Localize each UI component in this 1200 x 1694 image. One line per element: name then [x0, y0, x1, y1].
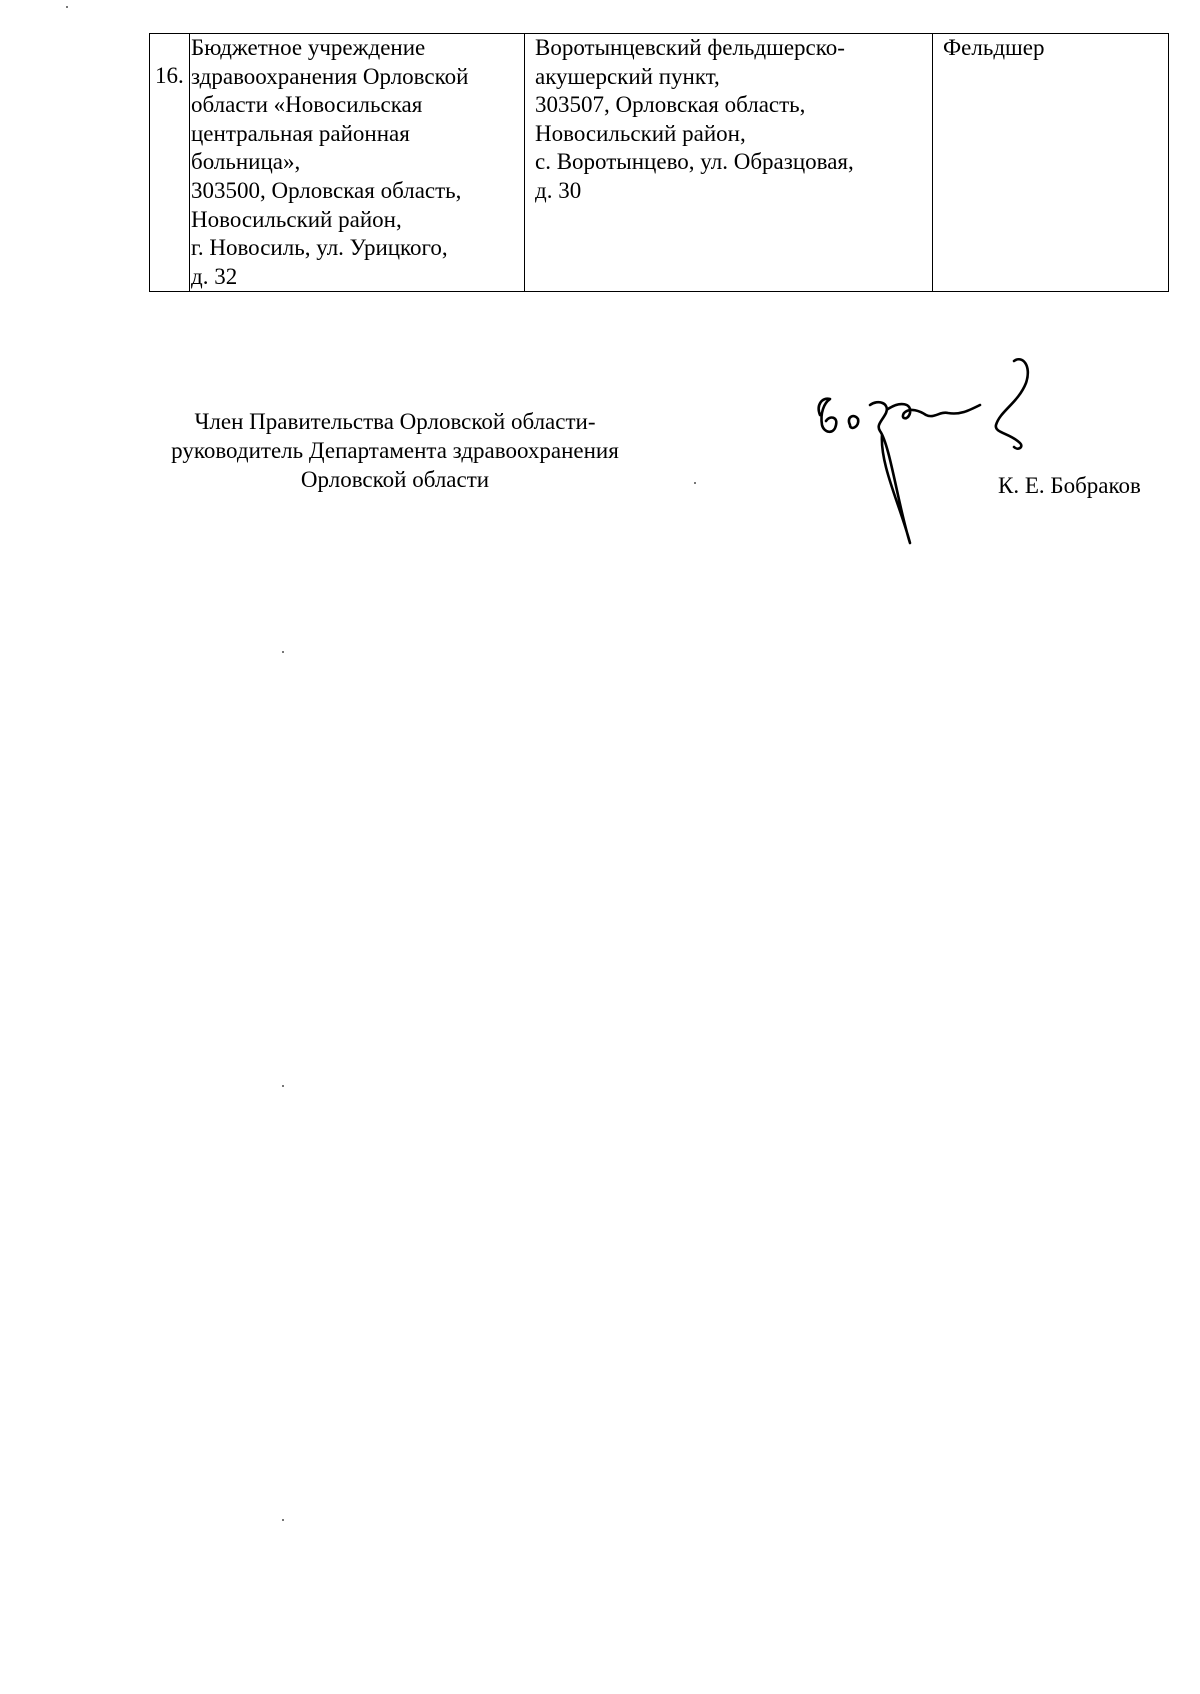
signatory-title-line: Член Правительства Орловской области- — [194, 409, 596, 434]
scan-speck — [282, 1519, 284, 1521]
facility-line: д. 30 — [535, 177, 582, 203]
organization-line: центральная районная — [191, 120, 410, 146]
row-number: 16. — [150, 34, 190, 292]
scan-speck — [282, 651, 284, 653]
facility-line: Новосильский район, — [535, 120, 746, 146]
scan-speck — [694, 482, 696, 484]
signatory-title-line: Орловской области — [300, 467, 490, 492]
scan-speck — [66, 6, 68, 8]
facility-cell — [525, 34, 933, 292]
facility-line: 303507, Орловская область, — [535, 92, 806, 118]
organization-line: д. 32 — [191, 263, 238, 289]
organization-line: Бюджетное учреждение — [191, 35, 426, 60]
signer-name: К. Е. Бобраков — [998, 473, 1141, 498]
handwritten-signature — [800, 355, 1040, 555]
organization-line: больница», — [191, 149, 301, 175]
organization-line: области «Новосильская — [191, 92, 423, 118]
organization-line: г. Новосиль, ул. Урицкого, — [191, 235, 448, 261]
scan-speck — [282, 1085, 284, 1087]
facility-line: с. Воротынцево, ул. Образцовая, — [535, 149, 854, 175]
position-cell: Фельдшер — [933, 34, 1169, 292]
facility-line: Воротынцевский фельдшерско- — [535, 35, 845, 60]
organization-line: Новосильский район, — [191, 206, 402, 232]
table-row — [150, 34, 1169, 292]
signatory-title-line: руководитель Департамента здравоохранения — [171, 438, 619, 463]
organization-line: здравоохранения Орловской — [191, 63, 469, 89]
organization-cell — [190, 34, 525, 292]
facility-line: акушерский пункт, — [535, 63, 720, 89]
signatory-title — [120, 407, 670, 494]
organization-line: 303500, Орловская область, — [191, 177, 462, 203]
personnel-table — [149, 33, 1169, 292]
